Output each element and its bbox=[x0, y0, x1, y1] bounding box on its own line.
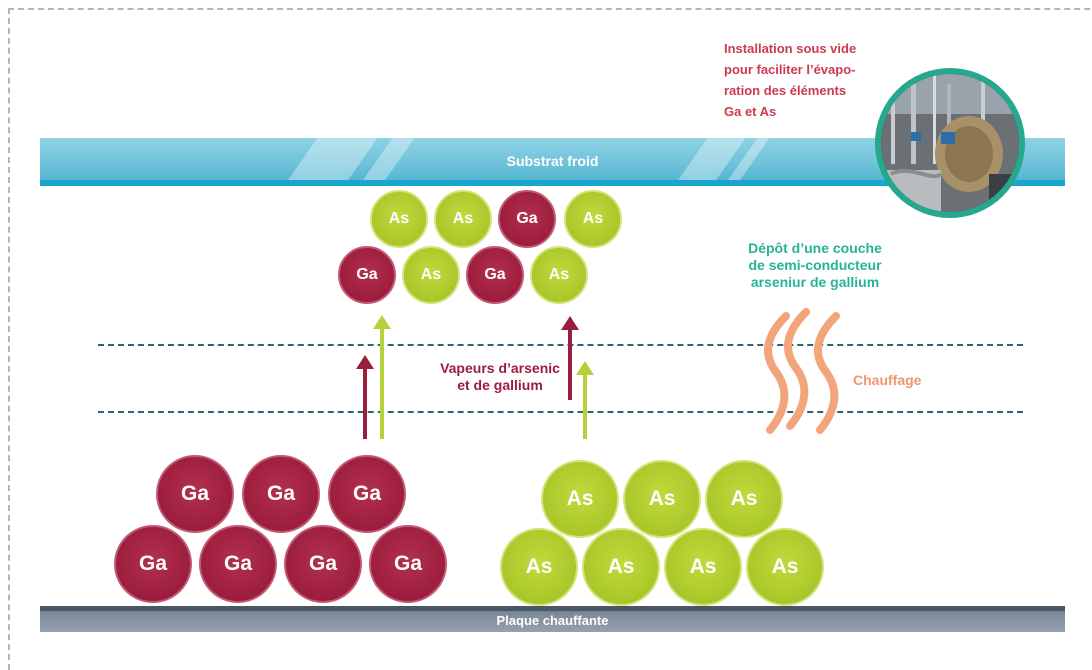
gallium-source-atom-top-1: Ga bbox=[156, 455, 234, 533]
installation-label-line-1: Installation sous vide bbox=[724, 41, 857, 56]
arsenic-source-atom-bottom-4: As bbox=[746, 528, 824, 606]
deposit-label bbox=[740, 240, 890, 291]
arsenic-source-atom-bottom-3: As bbox=[664, 528, 742, 606]
deposit-atom-top-3: Ga bbox=[498, 190, 556, 248]
gallium-source-atom-bottom-4: Ga bbox=[369, 525, 447, 603]
gallium-source-atom-top-3: Ga bbox=[328, 455, 406, 533]
arsenic-source-atom-bottom-2: As bbox=[582, 528, 660, 606]
deposit-atom-top-1: As bbox=[370, 190, 428, 248]
gallium-source-atom-bottom-1: Ga bbox=[114, 525, 192, 603]
heating-plate-bar bbox=[40, 606, 1065, 632]
vapor-zone-lower-line bbox=[98, 411, 1023, 413]
arsenic-source-atom-top-3: As bbox=[705, 460, 783, 538]
installation-label-line-3: ration des éléments bbox=[724, 83, 847, 98]
deposit-atom-bottom-2: As bbox=[402, 246, 460, 304]
vapors-label-line-2: et de gallium bbox=[457, 377, 543, 393]
vapors-label-line-1: Vapeurs d’arsenic bbox=[440, 360, 560, 376]
installation-label-line-4: Ga et As bbox=[724, 104, 777, 119]
deposit-label-line-1: Dépôt d’une couche bbox=[748, 240, 882, 256]
deposit-atom-bottom-4: As bbox=[530, 246, 588, 304]
gallium-source-atom-bottom-3: Ga bbox=[284, 525, 362, 603]
gallium-source-atom-top-2: Ga bbox=[242, 455, 320, 533]
arsenic-source-atom-top-1: As bbox=[541, 460, 619, 538]
arsenic-vapor-arrow-left bbox=[372, 315, 392, 439]
arsenic-source-atom-bottom-1: As bbox=[500, 528, 578, 606]
vapors-label bbox=[400, 360, 600, 394]
heating-label: Chauffage bbox=[853, 372, 922, 388]
vacuum-chamber-photo bbox=[875, 68, 1025, 218]
deposit-atom-top-2: As bbox=[434, 190, 492, 248]
installation-label-line-2: pour faciliter l’évapo- bbox=[724, 62, 856, 77]
gallium-source-atom-bottom-2: Ga bbox=[199, 525, 277, 603]
deposit-atom-bottom-1: Ga bbox=[338, 246, 396, 304]
substrate-label: Substrat froid bbox=[506, 153, 599, 169]
arsenic-source-atom-top-2: As bbox=[623, 460, 701, 538]
deposit-atom-top-4: As bbox=[564, 190, 622, 248]
deposit-atom-bottom-3: Ga bbox=[466, 246, 524, 304]
installation-label bbox=[724, 38, 884, 122]
deposit-label-line-2: de semi-conducteur bbox=[748, 257, 882, 273]
heat-waves-icon bbox=[750, 308, 850, 436]
vacuum-chamber-illustration bbox=[881, 74, 1019, 212]
plate-label: Plaque chauffante bbox=[496, 613, 609, 628]
deposit-label-line-3: arseniur de gallium bbox=[750, 274, 880, 290]
